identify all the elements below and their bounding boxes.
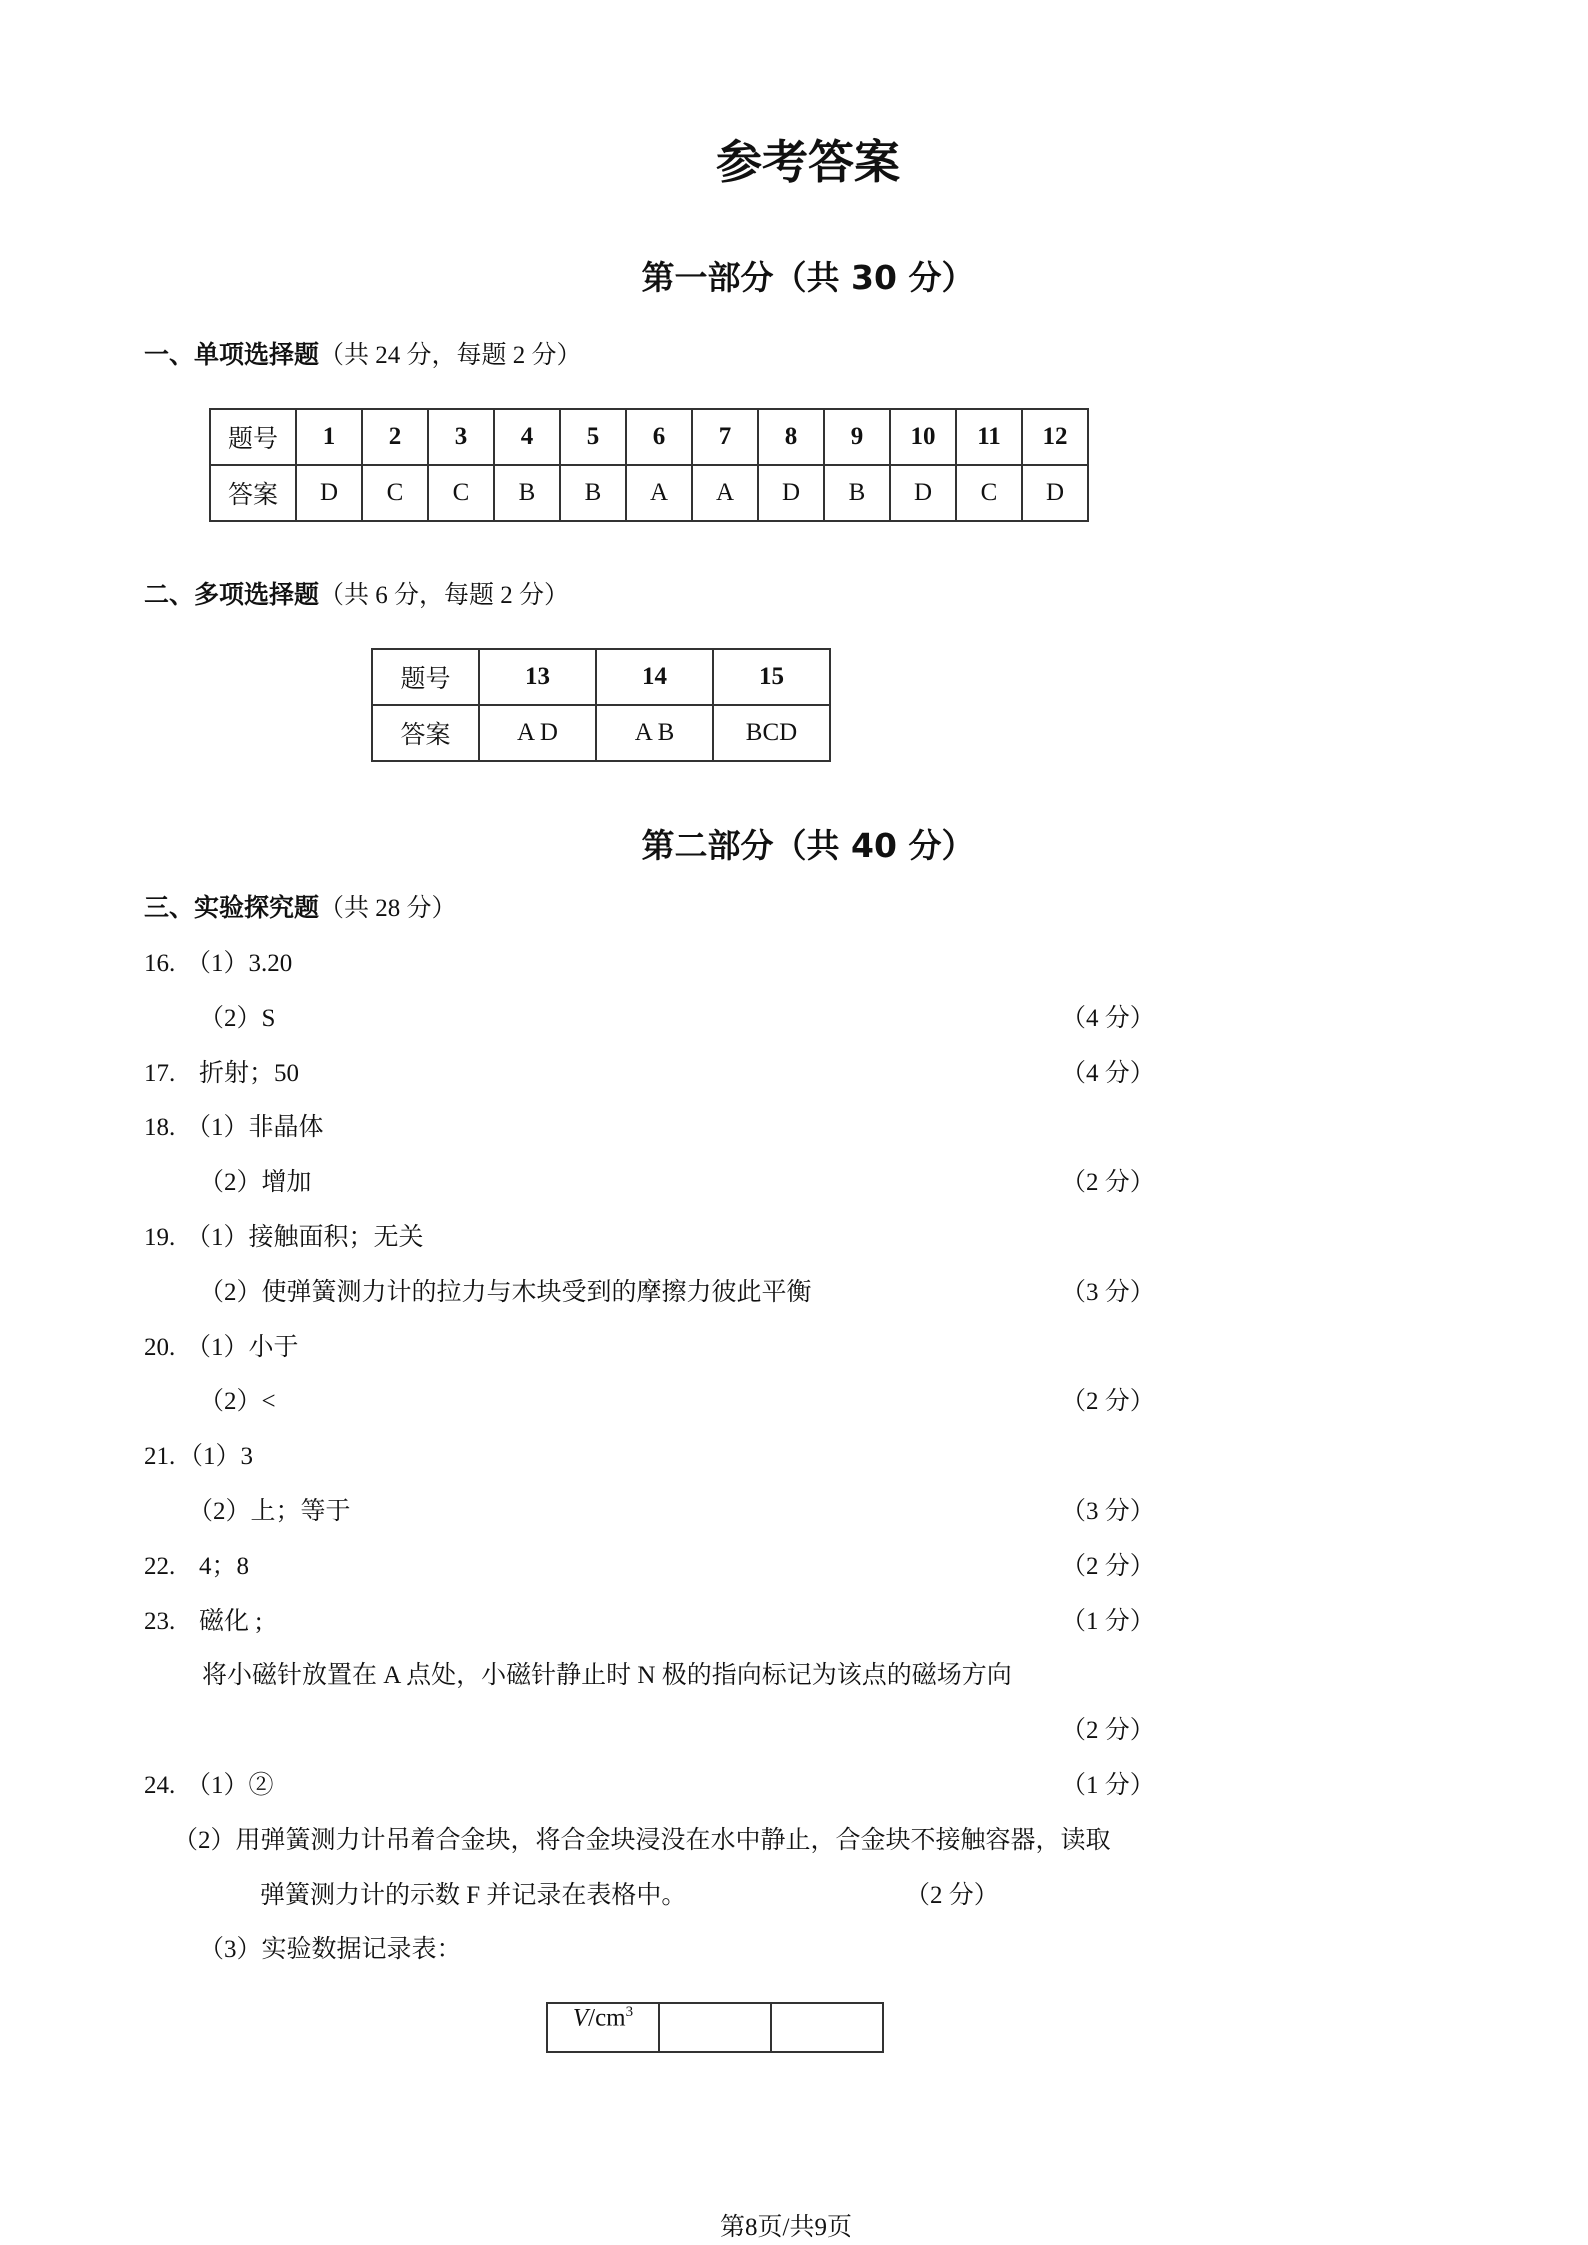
- score-label: （4 分）: [1061, 1059, 1155, 1087]
- answer-text: （1）小于: [186, 1333, 299, 1361]
- question-number: 23.: [144, 1607, 176, 1635]
- question-number: 20.: [144, 1333, 176, 1361]
- section-two-label: 二、多项选择题: [144, 580, 320, 609]
- table-cell: 12: [1022, 409, 1088, 465]
- page-footer: 第8页/共9页: [720, 2214, 852, 2241]
- section-three-label: 三、实验探究题: [144, 893, 320, 922]
- section-two-note: （共 6 分，每题 2 分）: [319, 582, 570, 609]
- table-cell: B: [560, 465, 626, 521]
- table-cell: D: [758, 465, 824, 521]
- score-label: （3 分）: [1061, 1278, 1155, 1306]
- table-cell: A D: [479, 705, 596, 761]
- answer-text: （2）上；等于: [188, 1498, 351, 1525]
- section-two-heading: [144, 579, 569, 612]
- row-label: 答案: [372, 705, 479, 761]
- answer-text: 4；8: [199, 1552, 250, 1580]
- row-label: 题号: [372, 649, 479, 705]
- table-cell: B: [494, 465, 560, 521]
- table-cell: 8: [758, 409, 824, 465]
- answer-text: （2）S: [199, 1004, 276, 1032]
- table-cell: 11: [956, 409, 1022, 465]
- section-three-note: （共 28 分）: [319, 895, 457, 922]
- single-choice-table: [209, 408, 1089, 522]
- table-cell: D: [890, 465, 956, 521]
- score-label: （2 分）: [905, 1881, 999, 1909]
- table-cell: C: [428, 465, 494, 521]
- score-label: （1 分）: [1061, 1607, 1155, 1635]
- question-number: 22.: [144, 1552, 176, 1580]
- question-number: 24.: [144, 1772, 176, 1799]
- answer-text: （1）非晶体: [186, 1114, 324, 1142]
- answer-text: （1）接触面积；无关: [186, 1224, 424, 1251]
- question-number: 17.: [144, 1059, 176, 1087]
- table-cell: D: [296, 465, 362, 521]
- score-label: （2 分）: [1061, 1717, 1155, 1745]
- unit-exp: 3: [625, 2004, 634, 2020]
- answer-text: （3）实验数据记录表：: [199, 1936, 462, 1964]
- table-cell: B: [824, 465, 890, 521]
- volume-header: [547, 2003, 659, 2052]
- answer-text: 将小磁针放置在 A 点处，小磁针静止时 N 极的指向标记为该点的磁场方向: [202, 1662, 1012, 1690]
- table-cell: A: [626, 465, 692, 521]
- score-label: （2 分）: [1061, 1552, 1155, 1580]
- section-one-note: （共 24 分，每题 2 分）: [319, 342, 582, 369]
- section-three-heading: [144, 892, 457, 925]
- var-v: V: [572, 2004, 589, 2032]
- question-number: 18.: [144, 1114, 176, 1142]
- table-cell: 1: [296, 409, 362, 465]
- part-two-heading: 第二部分（共 40 分）: [641, 826, 975, 865]
- empty-cell: [771, 2003, 883, 2052]
- answer-text: （1）3: [178, 1443, 254, 1471]
- score-label: （2 分）: [1061, 1169, 1155, 1197]
- table-cell: 4: [494, 409, 560, 465]
- answer-text: （2）增加: [199, 1169, 312, 1197]
- table-cell: D: [1022, 465, 1088, 521]
- table-cell: 14: [596, 649, 713, 705]
- score-label: （1 分）: [1061, 1772, 1155, 1799]
- section-one-heading: [144, 339, 582, 372]
- score-label: （3 分）: [1061, 1498, 1155, 1525]
- score-label: （2 分）: [1061, 1388, 1155, 1416]
- table-cell: 2: [362, 409, 428, 465]
- question-number: 21.: [144, 1443, 176, 1471]
- answer-text: 折射；50: [199, 1059, 300, 1087]
- table-cell: A B: [596, 705, 713, 761]
- question-number: 16.: [144, 950, 176, 977]
- unit: /cm: [588, 2004, 626, 2032]
- table-cell: 9: [824, 409, 890, 465]
- table-cell: C: [362, 465, 428, 521]
- empty-cell: [659, 2003, 771, 2052]
- answer-text: （1）②: [186, 1772, 274, 1799]
- answer-text: （2）<: [199, 1388, 276, 1416]
- table-cell: 15: [713, 649, 830, 705]
- answer-text: （2）使弹簧测力计的拉力与木块受到的摩擦力彼此平衡: [199, 1278, 812, 1306]
- answer-text: 弹簧测力计的示数 F 并记录在表格中。: [260, 1881, 687, 1909]
- question-number: 19.: [144, 1224, 176, 1251]
- table-cell: BCD: [713, 705, 830, 761]
- multiple-choice-table: [371, 648, 831, 762]
- table-cell: A: [692, 465, 758, 521]
- table-cell: 10: [890, 409, 956, 465]
- answer-text: （2）用弹簧测力计吊着合金块，将合金块浸没在水中静止，合金块不接触容器，读取: [173, 1826, 1111, 1854]
- table-cell: 5: [560, 409, 626, 465]
- score-label: （4 分）: [1061, 1004, 1155, 1032]
- answer-text: 磁化 ;: [199, 1607, 263, 1635]
- table-cell: 13: [479, 649, 596, 705]
- data-record-table: [546, 2002, 884, 2053]
- row-label: 答案: [210, 465, 296, 521]
- part-one-heading: 第一部分（共 30 分）: [641, 258, 975, 297]
- table-cell: 3: [428, 409, 494, 465]
- section-one-label: 一、单项选择题: [144, 340, 320, 369]
- table-cell: C: [956, 465, 1022, 521]
- table-cell: 6: [626, 409, 692, 465]
- row-label: 题号: [210, 409, 296, 465]
- page-title: 参考答案: [716, 135, 900, 189]
- table-cell: 7: [692, 409, 758, 465]
- answer-text: （1）3.20: [186, 950, 293, 977]
